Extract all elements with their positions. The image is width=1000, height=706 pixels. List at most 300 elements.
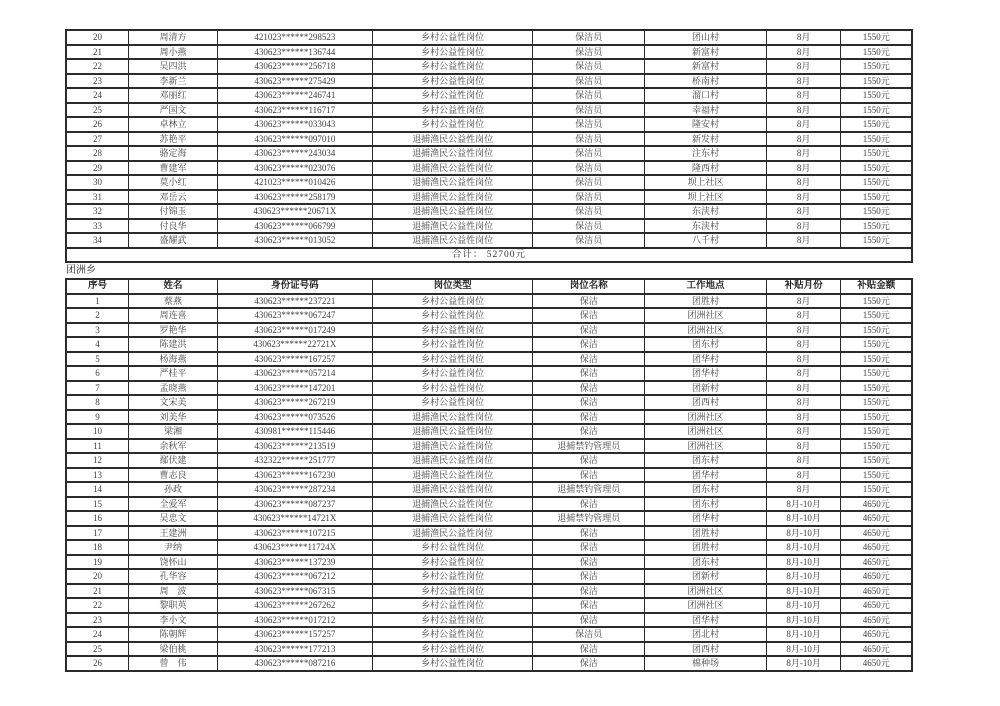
table-cell: 乡村公益性岗位	[372, 555, 533, 570]
table-cell: 退捕渔民公益性岗位	[372, 439, 533, 454]
table-cell: 团东村	[645, 497, 767, 512]
table-cell: 文宋美	[129, 395, 218, 410]
table-row	[66, 161, 912, 176]
table-cell: 8月	[766, 161, 840, 176]
table-row	[66, 540, 912, 555]
table-cell: 430623******11724X	[217, 540, 372, 555]
table-cell: 1550元	[841, 468, 912, 483]
column-header: 姓名	[129, 279, 218, 294]
table-cell: 15	[66, 497, 129, 512]
table-cell: 保洁员	[533, 132, 645, 147]
table-row	[66, 294, 912, 309]
column-header: 补贴月份	[766, 279, 840, 294]
table-cell: 乡村公益性岗位	[372, 30, 533, 45]
table-cell: 周连喜	[129, 308, 218, 323]
table-cell: 保洁	[533, 395, 645, 410]
table-cell: 保洁	[533, 555, 645, 570]
table-cell: 骆定海	[129, 146, 218, 161]
table-cell: 团华村	[645, 511, 767, 526]
table-cell: 邓岳云	[129, 190, 218, 205]
upper-roster-body	[66, 30, 912, 248]
table-cell: 曹建军	[129, 161, 218, 176]
table-cell: 430623******287234	[217, 482, 372, 497]
table-cell: 23	[66, 74, 129, 89]
table-cell: 隆安村	[645, 117, 767, 132]
table-cell: 4650元	[841, 497, 912, 512]
table-cell: 3	[66, 323, 129, 338]
table-cell: 430623******177213	[217, 642, 372, 657]
table-cell: 乡村公益性岗位	[372, 323, 533, 338]
table-cell: 保洁员	[533, 175, 645, 190]
table-cell: 保洁	[533, 323, 645, 338]
table-cell: 1550元	[841, 395, 912, 410]
table-cell: 8月-10月	[766, 540, 840, 555]
table-cell: 曹志良	[129, 468, 218, 483]
table-row	[66, 190, 912, 205]
table-cell: 430623******033043	[217, 117, 372, 132]
table-cell: 乡村公益性岗位	[372, 584, 533, 599]
table-cell: 1550元	[841, 410, 912, 425]
table-cell: 保洁员	[533, 88, 645, 103]
table-cell: 乡村公益性岗位	[372, 45, 533, 60]
table-cell: 保洁	[533, 569, 645, 584]
table-cell: 8月	[766, 219, 840, 234]
table-cell: 19	[66, 555, 129, 570]
table-cell: 4650元	[841, 569, 912, 584]
table-cell: 乡村公益性岗位	[372, 308, 533, 323]
table-cell: 乡村公益性岗位	[372, 540, 533, 555]
table-cell: 1550元	[841, 161, 912, 176]
table-cell: 退捕渔民公益性岗位	[372, 410, 533, 425]
table-cell: 17	[66, 526, 129, 541]
table-row	[66, 233, 912, 248]
table-cell: 团洲社区	[645, 323, 767, 338]
table-cell: 保洁员	[533, 146, 645, 161]
table-cell: 430623******067212	[217, 569, 372, 584]
table-cell: 8月-10月	[766, 511, 840, 526]
table-cell: 1550元	[841, 294, 912, 309]
table-cell: 4650元	[841, 526, 912, 541]
table-row	[66, 337, 912, 352]
table-cell: 10	[66, 424, 129, 439]
table-cell: 8月	[766, 352, 840, 367]
table-cell: 8月-10月	[766, 598, 840, 613]
table-cell: 8月	[766, 175, 840, 190]
table-cell: 保洁	[533, 308, 645, 323]
table-cell: 保洁员	[533, 190, 645, 205]
table-cell: 鄢伏建	[129, 453, 218, 468]
table-row	[66, 598, 912, 613]
table-cell: 周 波	[129, 584, 218, 599]
table-cell: 20	[66, 569, 129, 584]
table-cell: 团洲社区	[645, 598, 767, 613]
table-row	[66, 366, 912, 381]
table-cell: 8	[66, 395, 129, 410]
table-cell: 4650元	[841, 627, 912, 642]
table-cell: 注东村	[645, 146, 767, 161]
table-cell: 坝上社区	[645, 175, 767, 190]
table-cell: 保洁	[533, 656, 645, 671]
table-cell: 25	[66, 642, 129, 657]
table-cell: 1550元	[841, 439, 912, 454]
table-cell: 保洁	[533, 352, 645, 367]
table-cell: 团胜村	[645, 526, 767, 541]
table-cell: 王建洲	[129, 526, 218, 541]
table-cell: 团洲社区	[645, 308, 767, 323]
upper-roster-total	[66, 248, 912, 263]
table-cell: 8月	[766, 323, 840, 338]
table-cell: 乡村公益性岗位	[372, 352, 533, 367]
table-cell: 退捕渔民公益性岗位	[372, 526, 533, 541]
table-cell: 430623******013052	[217, 233, 372, 248]
table-cell: 430623******267262	[217, 598, 372, 613]
table-cell: 团华村	[645, 613, 767, 628]
table-cell: 8月	[766, 190, 840, 205]
table-cell: 保洁员	[533, 103, 645, 118]
table-cell: 8月-10月	[766, 656, 840, 671]
table-cell: 保洁员	[533, 627, 645, 642]
table-cell: 1550元	[841, 103, 912, 118]
table-cell: 团东村	[645, 482, 767, 497]
table-cell: 团北村	[645, 627, 767, 642]
table-cell: 21	[66, 584, 129, 599]
table-cell: 退捕渔民公益性岗位	[372, 146, 533, 161]
table-cell: 团东村	[645, 337, 767, 352]
table-cell: 1550元	[841, 366, 912, 381]
table-cell: 罗艳华	[129, 323, 218, 338]
table-cell: 430623******213519	[217, 439, 372, 454]
table-cell: 乡村公益性岗位	[372, 627, 533, 642]
table-cell: 23	[66, 613, 129, 628]
table-cell: 8月	[766, 395, 840, 410]
table-row	[66, 468, 912, 483]
lower-roster-body	[66, 294, 912, 671]
table-cell: 保洁	[533, 468, 645, 483]
table-cell: 1550元	[841, 74, 912, 89]
table-cell: 保洁员	[533, 204, 645, 219]
table-cell: 430623******087237	[217, 497, 372, 512]
column-header: 补贴金额	[841, 279, 912, 294]
table-cell: 430623******243034	[217, 146, 372, 161]
table-cell: 保洁员	[533, 233, 645, 248]
table-cell: 4650元	[841, 613, 912, 628]
table-cell: 团西村	[645, 642, 767, 657]
column-header: 序号	[66, 279, 129, 294]
table-cell: 430623******087216	[217, 656, 372, 671]
table-cell: 退捕渔民公益性岗位	[372, 175, 533, 190]
table-cell: 14	[66, 482, 129, 497]
table-cell: 20	[66, 30, 129, 45]
table-row	[66, 30, 912, 45]
table-cell: 22	[66, 598, 129, 613]
table-cell: 杨海燕	[129, 352, 218, 367]
table-cell: 8月	[766, 482, 840, 497]
table-row	[66, 424, 912, 439]
table-cell: 4650元	[841, 555, 912, 570]
table-cell: 团洲社区	[645, 410, 767, 425]
upper-roster-table	[65, 29, 913, 263]
column-header-row	[66, 279, 912, 294]
table-cell: 曾 伟	[129, 656, 218, 671]
table-cell: 团华村	[645, 468, 767, 483]
table-cell: 桥南村	[645, 74, 767, 89]
table-row	[66, 511, 912, 526]
table-cell: 8月-10月	[766, 555, 840, 570]
table-row	[66, 74, 912, 89]
table-cell: 16	[66, 511, 129, 526]
table-cell: 430623******137239	[217, 555, 372, 570]
table-cell: 1550元	[841, 30, 912, 45]
table-row	[66, 45, 912, 60]
table-cell: 退捕渔民公益性岗位	[372, 204, 533, 219]
table-cell: 8月	[766, 468, 840, 483]
table-cell: 保洁	[533, 526, 645, 541]
table-row	[66, 204, 912, 219]
table-cell: 隆西村	[645, 161, 767, 176]
table-cell: 13	[66, 468, 129, 483]
column-header: 工作地点	[645, 279, 767, 294]
table-cell: 4650元	[841, 584, 912, 599]
table-cell: 李新兰	[129, 74, 218, 89]
table-cell: 幸福村	[645, 103, 767, 118]
table-cell: 430623******067247	[217, 308, 372, 323]
table-cell: 1550元	[841, 117, 912, 132]
table-cell: 8月-10月	[766, 526, 840, 541]
table-cell: 退捕禁钓管理员	[533, 511, 645, 526]
table-cell: 26	[66, 117, 129, 132]
table-cell: 1550元	[841, 88, 912, 103]
table-cell: 1550元	[841, 424, 912, 439]
table-cell: 乡村公益性岗位	[372, 59, 533, 74]
table-row	[66, 352, 912, 367]
table-cell: 团华村	[645, 352, 767, 367]
table-cell: 保洁员	[533, 45, 645, 60]
table-cell: 8月	[766, 103, 840, 118]
total-row	[66, 248, 912, 263]
table-row	[66, 219, 912, 234]
table-cell: 梁伯桃	[129, 642, 218, 657]
table-cell: 孟晓燕	[129, 381, 218, 396]
table-cell: 盛耀武	[129, 233, 218, 248]
table-cell: 430623******023076	[217, 161, 372, 176]
table-row	[66, 323, 912, 338]
table-cell: 12	[66, 453, 129, 468]
table-row	[66, 656, 912, 671]
table-cell: 25	[66, 103, 129, 118]
table-cell: 蔡燕	[129, 294, 218, 309]
table-cell: 4650元	[841, 540, 912, 555]
table-cell: 8月	[766, 453, 840, 468]
table-cell: 430623******157257	[217, 627, 372, 642]
table-cell: 吴四洪	[129, 59, 218, 74]
table-cell: 李小文	[129, 613, 218, 628]
table-cell: 梁湘	[129, 424, 218, 439]
table-cell: 乡村公益性岗位	[372, 366, 533, 381]
column-header: 身份证号码	[217, 279, 372, 294]
table-cell: 4650元	[841, 656, 912, 671]
table-cell: 8月	[766, 337, 840, 352]
table-cell: 6	[66, 366, 129, 381]
table-cell: 4650元	[841, 598, 912, 613]
table-cell: 33	[66, 219, 129, 234]
table-cell: 保洁员	[533, 30, 645, 45]
table-cell: 8月	[766, 59, 840, 74]
table-cell: 8月	[766, 439, 840, 454]
table-cell: 乡村公益性岗位	[372, 381, 533, 396]
table-cell: 退捕渔民公益性岗位	[372, 424, 533, 439]
table-cell: 付锦玉	[129, 204, 218, 219]
table-row	[66, 132, 912, 147]
table-cell: 乡村公益性岗位	[372, 395, 533, 410]
table-cell: 乡村公益性岗位	[372, 613, 533, 628]
table-cell: 8月	[766, 74, 840, 89]
table-row	[66, 584, 912, 599]
table-cell: 退捕渔民公益性岗位	[372, 161, 533, 176]
table-cell: 保洁	[533, 540, 645, 555]
table-cell: 430623******017249	[217, 323, 372, 338]
table-row	[66, 613, 912, 628]
table-cell: 退捕渔民公益性岗位	[372, 233, 533, 248]
table-row	[66, 175, 912, 190]
table-row	[66, 410, 912, 425]
table-cell: 4650元	[841, 511, 912, 526]
table-cell: 团洲社区	[645, 424, 767, 439]
table-cell: 保洁员	[533, 59, 645, 74]
table-cell: 8月	[766, 88, 840, 103]
table-cell: 4650元	[841, 642, 912, 657]
table-cell: 430623******237221	[217, 294, 372, 309]
table-cell: 432322******251777	[217, 453, 372, 468]
table-cell: 31	[66, 190, 129, 205]
table-cell: 1550元	[841, 352, 912, 367]
table-cell: 团新村	[645, 381, 767, 396]
table-cell: 1550元	[841, 146, 912, 161]
table-cell: 东浃村	[645, 219, 767, 234]
table-row	[66, 439, 912, 454]
table-row	[66, 308, 912, 323]
table-cell: 430623******066799	[217, 219, 372, 234]
table-cell: 严桂平	[129, 366, 218, 381]
table-row	[66, 117, 912, 132]
table-cell: 尹纳	[129, 540, 218, 555]
table-cell: 棉种场	[645, 656, 767, 671]
table-cell: 团新村	[645, 569, 767, 584]
table-cell: 8月	[766, 410, 840, 425]
table-cell: 2	[66, 308, 129, 323]
table-cell: 1550元	[841, 482, 912, 497]
table-cell: 8月	[766, 424, 840, 439]
table-cell: 团洲社区	[645, 584, 767, 599]
table-cell: 430623******107215	[217, 526, 372, 541]
table-cell: 卓林立	[129, 117, 218, 132]
table-cell: 430623******22721X	[217, 337, 372, 352]
table-cell: 保洁员	[533, 161, 645, 176]
table-cell: 陈建洪	[129, 337, 218, 352]
table-cell: 付良华	[129, 219, 218, 234]
table-cell: 乡村公益性岗位	[372, 656, 533, 671]
table-cell: 全爱军	[129, 497, 218, 512]
table-cell: 34	[66, 233, 129, 248]
table-cell: 保洁	[533, 410, 645, 425]
table-cell: 421023******298523	[217, 30, 372, 45]
table-cell: 八千村	[645, 233, 767, 248]
table-row	[66, 395, 912, 410]
table-cell: 430623******167230	[217, 468, 372, 483]
table-cell: 新富村	[645, 45, 767, 60]
column-header: 岗位名称	[533, 279, 645, 294]
table-cell: 430623******017212	[217, 613, 372, 628]
table-cell: 保洁员	[533, 219, 645, 234]
table-cell: 保洁	[533, 381, 645, 396]
table-cell: 保洁员	[533, 117, 645, 132]
table-cell: 乡村公益性岗位	[372, 337, 533, 352]
total-amount-label: 合计： 52700元	[66, 248, 912, 263]
table-cell: 28	[66, 146, 129, 161]
table-cell: 430623******097010	[217, 132, 372, 147]
table-cell: 1550元	[841, 204, 912, 219]
table-cell: 孙政	[129, 482, 218, 497]
table-cell: 黎职英	[129, 598, 218, 613]
table-cell: 430623******14721X	[217, 511, 372, 526]
table-cell: 8月	[766, 45, 840, 60]
table-cell: 乡村公益性岗位	[372, 642, 533, 657]
table-cell: 退捕渔民公益性岗位	[372, 190, 533, 205]
table-cell: 430623******116717	[217, 103, 372, 118]
table-cell: 8月-10月	[766, 613, 840, 628]
table-row	[66, 627, 912, 642]
table-cell: 饶怀山	[129, 555, 218, 570]
table-cell: 团山村	[645, 30, 767, 45]
table-cell: 430623******275429	[217, 74, 372, 89]
table-row	[66, 59, 912, 74]
table-cell: 8月	[766, 366, 840, 381]
table-cell: 430623******267219	[217, 395, 372, 410]
table-cell: 8月	[766, 146, 840, 161]
table-cell: 1550元	[841, 308, 912, 323]
table-cell: 8月-10月	[766, 642, 840, 657]
table-cell: 邓丽红	[129, 88, 218, 103]
table-row	[66, 526, 912, 541]
table-cell: 保洁	[533, 337, 645, 352]
table-row	[66, 555, 912, 570]
table-cell: 团东村	[645, 555, 767, 570]
table-cell: 1550元	[841, 233, 912, 248]
table-cell: 8月	[766, 233, 840, 248]
table-cell: 保洁	[533, 598, 645, 613]
table-cell: 周小燕	[129, 45, 218, 60]
table-cell: 余秋军	[129, 439, 218, 454]
table-cell: 乡村公益性岗位	[372, 88, 533, 103]
table-cell: 团华村	[645, 366, 767, 381]
table-cell: 东浃村	[645, 204, 767, 219]
table-cell: 1550元	[841, 59, 912, 74]
table-cell: 吴忠文	[129, 511, 218, 526]
table-cell: 18	[66, 540, 129, 555]
table-cell: 莫小红	[129, 175, 218, 190]
table-cell: 26	[66, 656, 129, 671]
table-cell: 1550元	[841, 381, 912, 396]
table-cell: 430623******067315	[217, 584, 372, 599]
table-cell: 1550元	[841, 219, 912, 234]
table-cell: 保洁	[533, 497, 645, 512]
table-cell: 8月	[766, 381, 840, 396]
table-cell: 退捕渔民公益性岗位	[372, 468, 533, 483]
table-cell: 430623******136744	[217, 45, 372, 60]
table-cell: 保洁	[533, 642, 645, 657]
table-cell: 430623******057214	[217, 366, 372, 381]
table-cell: 新发村	[645, 132, 767, 147]
table-cell: 8月	[766, 308, 840, 323]
